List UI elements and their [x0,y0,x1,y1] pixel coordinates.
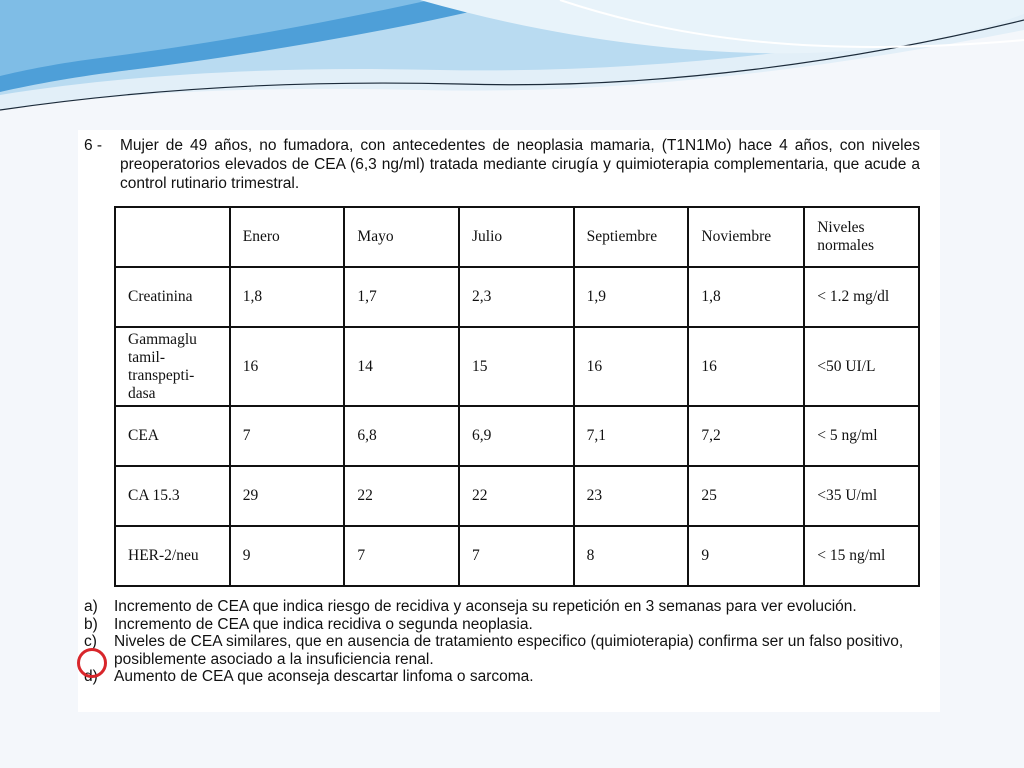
table-cell: 14 [344,327,459,406]
table-cell: 1,8 [230,267,345,327]
table-cell: 16 [574,327,689,406]
option-letter: c) [84,633,97,650]
row-label: HER-2/neu [115,526,230,586]
table-row [115,406,919,466]
normal-range-cell: < 5 ng/ml [804,406,919,466]
question-number: 6 - [84,137,103,154]
table-cell: 22 [459,466,574,526]
row-label: CA 15.3 [115,466,230,526]
header-wave-decoration [0,0,1024,120]
table-row [115,526,919,586]
table-cell: 1,7 [344,267,459,327]
table-cell: 9 [230,526,345,586]
scanned-question-document [78,130,940,712]
table-cell: 25 [688,466,804,526]
normal-range-cell: < 1.2 mg/dl [804,267,919,327]
table-cell: 6,8 [344,406,459,466]
option-text: Aumento de CEA que aconseja descartar linfoma o sarcoma. [114,668,534,685]
option-text: Niveles de CEA similares, que en ausencia de tratamiento especifico (quimioterapia) confirma ser un falso positivo, posiblemente asociado a la insuficiencia renal. [114,633,904,668]
normal-range-cell: <35 U/ml [804,466,919,526]
header-cell: Enero [230,207,345,267]
question-text: Mujer de 49 años, no fumadora, con antecedentes de neoplasia mamaria, (T1N1Mo) hace 4 años, con niveles preoperatorios elevados de CEA (6,3 ng/ml) tratada mediante cirugía y quimioterapia complementaria, que acude a control rutinario trimestral. [120,137,920,192]
table-cell: 7,1 [574,406,689,466]
option-b[interactable] [84,616,920,634]
table-cell: 22 [344,466,459,526]
answer-options [84,598,920,686]
table-cell: 6,9 [459,406,574,466]
header-cell: Julio [459,207,574,267]
table-cell: 7,2 [688,406,804,466]
option-c[interactable] [84,633,920,668]
header-cell: Noviembre [688,207,804,267]
option-letter: d) [84,668,98,685]
row-label: Gammaglu tamil- transpepti- dasa [115,327,230,406]
table-cell: 29 [230,466,345,526]
table-cell: 7 [230,406,345,466]
lab-results-table [114,206,920,587]
option-letter: b) [84,615,98,633]
table-row [115,327,919,406]
answer-highlight-circle-icon [77,648,107,678]
table-cell: 8 [574,526,689,586]
row-label: Creatinina [115,267,230,327]
normal-range-cell: <50 UI/L [804,327,919,406]
table-cell: 7 [459,526,574,586]
table-cell: 7 [344,526,459,586]
row-label: CEA [115,406,230,466]
header-cell: Septiembre [574,207,689,267]
table-row [115,267,919,327]
option-letter: a) [84,598,98,615]
table-header-row [115,207,919,267]
table-row [115,466,919,526]
header-cell [115,207,230,267]
table-cell: 9 [688,526,804,586]
table-cell: 1,8 [688,267,804,327]
question-stem [84,136,920,193]
header-cell: Niveles normales [804,207,919,267]
option-text: Incremento de CEA que indica riesgo de recidiva y aconseja su repetición en 3 semanas para ver evolución. [114,598,857,615]
normal-range-cell: < 15 ng/ml [804,526,919,586]
table-cell: 16 [230,327,345,406]
table-cell: 16 [688,327,804,406]
table-cell: 15 [459,327,574,406]
table-cell: 2,3 [459,267,574,327]
option-text: Incremento de CEA que indica recidiva o segunda neoplasia. [114,615,533,633]
option-d[interactable] [84,668,920,686]
table-cell: 1,9 [574,267,689,327]
table-cell: 23 [574,466,689,526]
header-cell: Mayo [344,207,459,267]
option-a[interactable] [84,598,920,616]
